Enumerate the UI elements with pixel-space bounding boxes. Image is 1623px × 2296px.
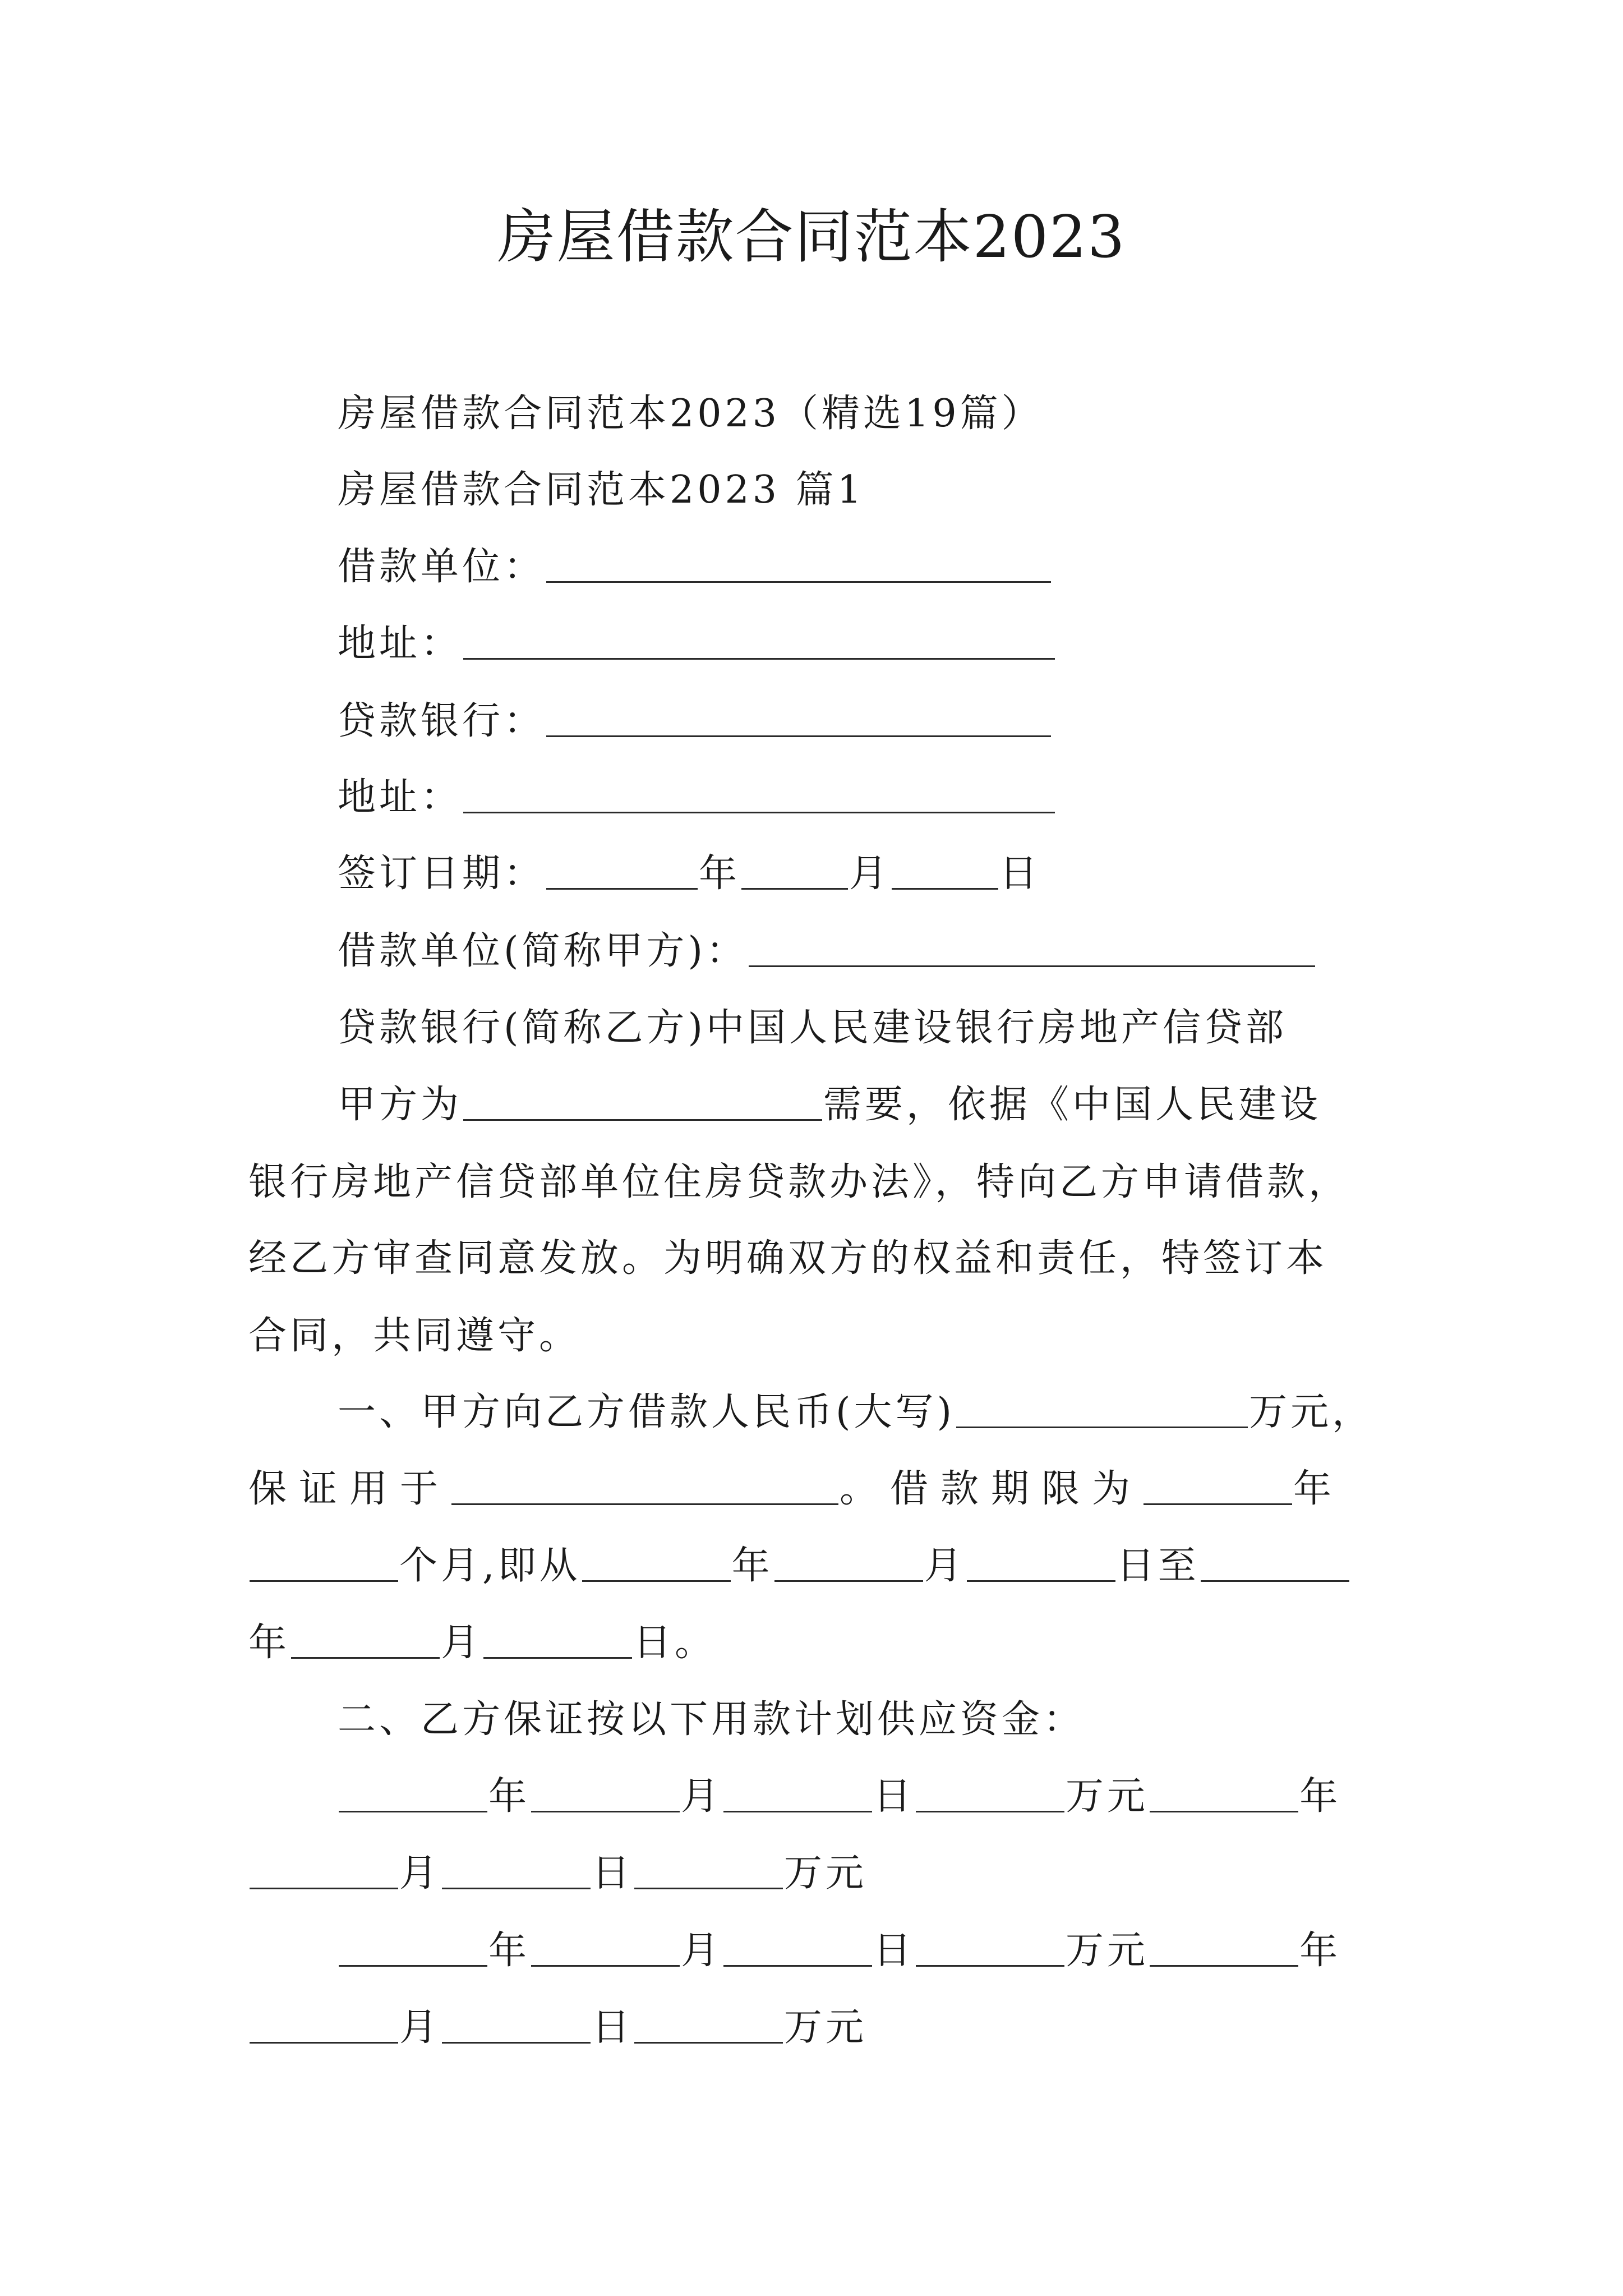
clause1-text-j: 年 — [248, 1621, 291, 1665]
intro-text-a: 甲方为 — [338, 1083, 463, 1127]
schedule-year-blank — [339, 1928, 487, 1967]
schedule-amount-blank — [916, 1774, 1064, 1812]
sign-year-unit: 年 — [699, 852, 741, 896]
schedule-amount-unit: 万元 — [784, 1851, 868, 1895]
schedule-row-1a — [338, 1770, 1341, 1824]
schedule-month-unit: 月 — [399, 2005, 441, 2050]
clause1-from-day-blank — [967, 1543, 1115, 1582]
clause1-line-3 — [248, 1539, 1350, 1593]
schedule-amount-unit: 万元 — [1066, 1774, 1149, 1819]
clause1-line-1 — [338, 1386, 1373, 1439]
clause1-text-h: 月 — [924, 1544, 966, 1588]
sign-date-field — [338, 847, 1041, 901]
schedule-month-blank — [531, 1928, 680, 1967]
schedule-amount-blank — [916, 1928, 1064, 1967]
schedule-month-blank — [531, 1774, 680, 1812]
schedule-day-blank — [442, 2005, 591, 2044]
schedule-year-unit: 年 — [488, 1929, 531, 1973]
schedule-day-blank — [442, 1851, 591, 1889]
schedule-year-blank — [339, 1774, 487, 1812]
schedule-month-unit: 月 — [681, 1929, 723, 1973]
schedule-amount-unit: 万元 — [784, 2005, 868, 2050]
clause1-term-months-blank — [250, 1543, 398, 1582]
schedule-row-2b — [248, 2001, 867, 2055]
clause1-text-l: 日。 — [633, 1621, 717, 1665]
clause1-line-2 — [248, 1462, 1344, 1516]
party-b-line: 贷款银行(简称乙方)中国人民建设银行房地产信贷部 — [338, 1006, 1288, 1050]
party-a-blank — [749, 928, 1315, 967]
clause1-to-year-blank — [1201, 1543, 1349, 1582]
address2-field — [338, 771, 1056, 825]
clause1-from-year-blank — [582, 1543, 731, 1582]
clause1-use-blank — [451, 1466, 838, 1505]
schedule-month-unit: 月 — [399, 1851, 441, 1895]
intro-text-b: 需要，依据《中国人民建设 — [823, 1083, 1322, 1127]
clause1-text-b: 万元， — [1249, 1390, 1374, 1434]
schedule-month-blank — [250, 1851, 398, 1889]
sign-day-blank — [892, 851, 998, 890]
clause1-text-d: 。借款期限为 — [840, 1467, 1143, 1511]
subtitle: 房屋借款合同范本2023（精选19篇） — [338, 392, 1043, 436]
sign-year-blank — [546, 851, 698, 890]
intro-line-1 — [338, 1078, 1321, 1132]
schedule-day-unit: 日 — [873, 1929, 915, 1973]
clause1-text-c: 保证用于 — [248, 1467, 451, 1511]
sign-date-label: 签订日期： — [338, 852, 546, 896]
lender-bank-blank — [546, 698, 1051, 737]
clause1-to-month-blank — [291, 1620, 440, 1659]
clause1-from-month-blank — [774, 1543, 923, 1582]
schedule-amount-blank — [634, 1851, 783, 1889]
schedule-day-unit: 日 — [592, 1851, 634, 1895]
clause1-line-4 — [248, 1616, 716, 1670]
schedule-row-2a — [338, 1924, 1341, 1978]
clause1-text-g: 年 — [731, 1544, 773, 1588]
schedule-day-unit: 日 — [873, 1774, 915, 1819]
intro-line-2: 银行房地产信贷部单位住房贷款办法》，特向乙方申请借款， — [248, 1160, 1350, 1204]
schedule-month-blank — [250, 2005, 398, 2044]
intro-purpose-blank — [463, 1082, 822, 1121]
schedule-amount-blank — [634, 2005, 783, 2044]
document-title: 房屋借款合同范本2023 — [497, 203, 1126, 271]
sign-month-blank — [741, 851, 848, 890]
schedule-year-unit: 年 — [488, 1774, 531, 1819]
intro-line-4: 合同，共同遵守。 — [248, 1314, 581, 1358]
address1-label: 地址： — [338, 622, 463, 666]
schedule-day-blank — [723, 1774, 872, 1812]
schedule-month-unit: 月 — [681, 1774, 723, 1819]
borrower-unit-field — [338, 540, 1052, 594]
clause1-term-years-blank — [1144, 1466, 1292, 1505]
clause1-text-a: 一、甲方向乙方借款人民币(大写) — [338, 1390, 956, 1434]
address2-label: 地址： — [338, 775, 463, 820]
address2-blank — [463, 775, 1055, 813]
clause2-heading: 二、乙方保证按以下用款计划供应资金： — [338, 1697, 1085, 1742]
clause1-text-k: 月 — [441, 1621, 483, 1665]
clause1-text-f: 个月,即从 — [399, 1544, 581, 1588]
schedule-day-blank — [723, 1928, 872, 1967]
intro-line-3: 经乙方审查同意发放。为明确双方的权益和责任，特签订本 — [248, 1236, 1328, 1281]
schedule-year-unit: 年 — [1299, 1774, 1341, 1819]
schedule-year-unit: 年 — [1299, 1929, 1341, 1973]
lender-bank-field — [338, 694, 1052, 748]
party-a-field — [338, 924, 1316, 978]
schedule-row-1b — [248, 1847, 867, 1901]
clause1-amount-blank — [956, 1389, 1248, 1428]
schedule-day-unit: 日 — [592, 2005, 634, 2050]
clause1-text-i: 日至 — [1116, 1544, 1200, 1588]
sign-day-unit: 日 — [999, 852, 1041, 896]
address1-blank — [463, 621, 1055, 660]
lender-bank-label: 贷款银行： — [338, 699, 546, 743]
borrower-unit-label: 借款单位： — [338, 545, 546, 589]
schedule-year-blank — [1150, 1928, 1298, 1967]
clause1-to-day-blank — [483, 1620, 632, 1659]
party-a-label: 借款单位(简称甲方)： — [338, 929, 748, 973]
schedule-year-blank — [1150, 1774, 1298, 1812]
borrower-unit-blank — [546, 544, 1051, 583]
schedule-amount-unit: 万元 — [1066, 1929, 1149, 1973]
part-heading: 房屋借款合同范本2023 篇1 — [338, 468, 865, 512]
clause1-text-e: 年 — [1293, 1467, 1344, 1511]
sign-month-unit: 月 — [849, 852, 891, 896]
address1-field — [338, 617, 1056, 671]
